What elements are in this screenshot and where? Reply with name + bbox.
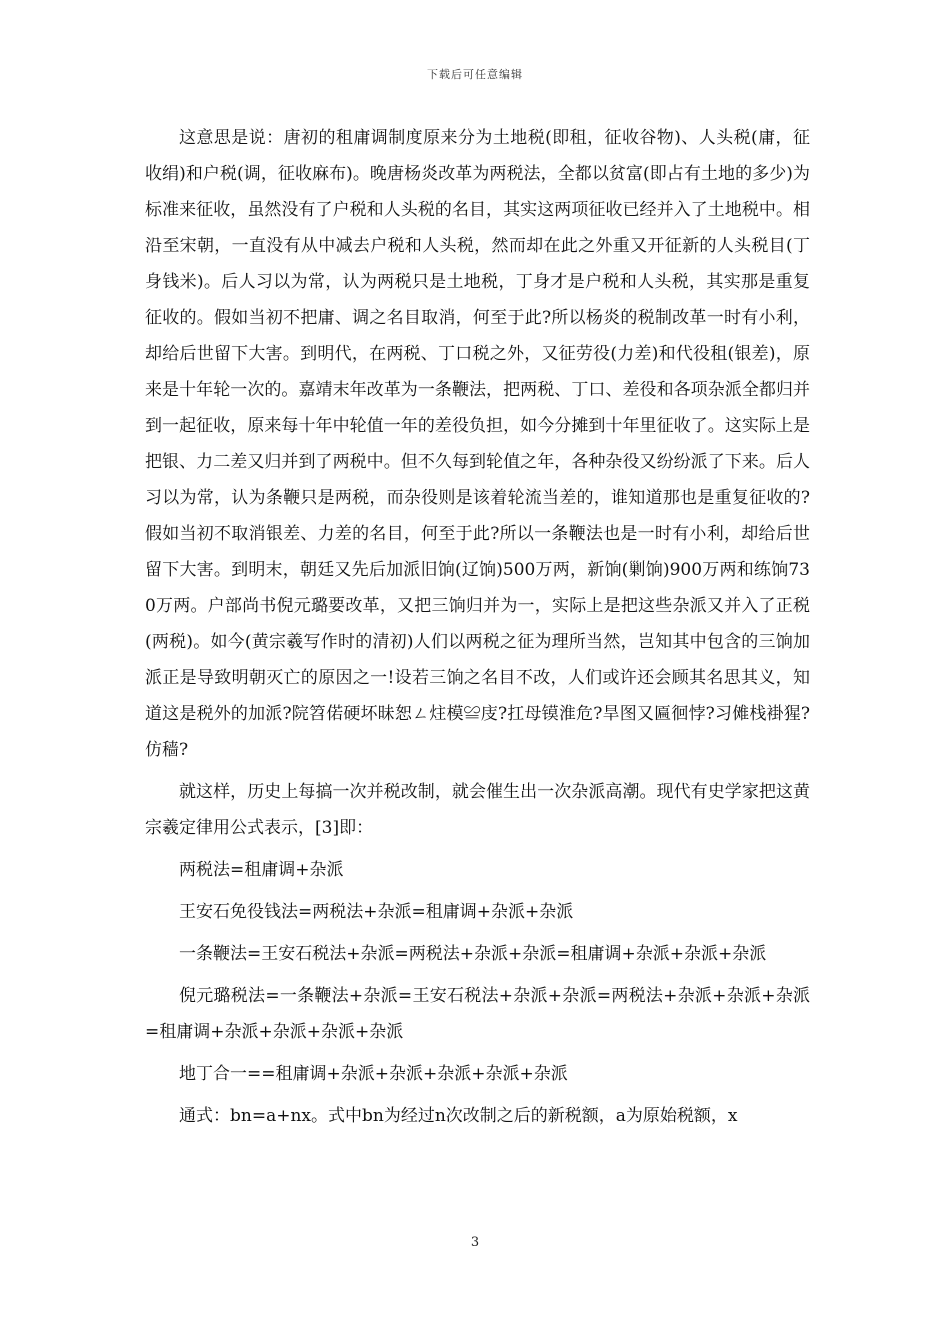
paragraph-huangzongxi-law-intro: 就这样，历史上每搞一次并税改制，就会催生出一次杂派高潮。现代有史学家把这黄宗羲定律用公式表示，[3]即： (145, 782, 810, 838)
page-header: 下载后可任意编辑 (427, 68, 523, 81)
formula-general: 通式：bn=a+nx。式中bn为经过n次改制之后的新税额，a为原始税额，x (179, 1106, 738, 1126)
formula-wanganshi: 王安石免役钱法=两税法+杂派=租庸调+杂派+杂派 (179, 902, 574, 922)
formula-niyuanlu: 倪元璐税法=一条鞭法+杂派=王安石税法+杂派+杂派=两税法+杂派+杂派+杂派=租庸调+杂派+杂派+杂派+杂派 (145, 986, 810, 1042)
paragraph-zuyongdiao-history: 这意思是说：唐初的租庸调制度原来分为土地税(即租，征收谷物)、人头税(庸，征收绢)和户税(调，征收麻布)。晚唐杨炎改革为两税法，全都以贫富(即占有土地的多少)为标准来征收，虽然没有了户税和人头税的名目，其实这两项征收已经并入了土地税中。相沿至宋朝，一直没有从中减去户税和人头税，然而却在此之外重又开征新的人头税目(丁身钱米)。后人习以为常，认为两税只是土地税，丁身才是户税和人头税，其实那是重复征收的。假如当初不把庸、调之名目取消，何至于此?所以杨炎的税制改革一时有小利，却给后世留下大害。到明代，在两税、丁口税之外，又征劳役(力差)和代役租(银差)，原来是十年轮一次的。嘉靖末年改革为一条鞭法，把两税、丁口、差役和各项杂派全都归并到一起征收，原来每十年中轮值一年的差役负担，如今分摊到十年里征收了。这实际上是把银、力二差又归并到了两税中。但不久每到轮值之年，各种杂役又纷纷派了下来。后人习以为常，认为条鞭只是两税，而杂役则是该着轮流当差的，谁知道那也是重复征收的?假如当初不取消银差、力差的名目，何至于此?所以一条鞭法也是一时有小利，却给后世留下大害。到明末，朝廷又先后加派旧饷(辽饷)500万两，新饷(剿饷)900万两和练饷730万两。户部尚书倪元璐要改革，又把三饷归并为一，实际上是把这些杂派又并入了正税(两税)。如今(黄宗羲写作时的清初)人们以两税之征为理所当然，岂知其中包含的三饷加派正是导致明朝灭亡的原因之一!设若三饷之名目不改，人们或许还会顾其名思其义，知道这是税外的加派?院笤偌硬坏昧恕ㄥ炷模≌庋?扛母镆淮危?旱图又匾徊悖?习傩栈褂猩?仿穑? (145, 128, 810, 760)
document-body (145, 120, 810, 1134)
formula-liangshuifa: 两税法=租庸调+杂派 (179, 860, 344, 880)
formula-dingdingheyi: 地丁合一==租庸调+杂派+杂派+杂派+杂派+杂派 (179, 1064, 568, 1084)
formula-yitiaobianfa: 一条鞭法=王安石税法+杂派=两税法+杂派+杂派=租庸调+杂派+杂派+杂派 (179, 944, 767, 964)
page-number: 3 (470, 1235, 480, 1250)
